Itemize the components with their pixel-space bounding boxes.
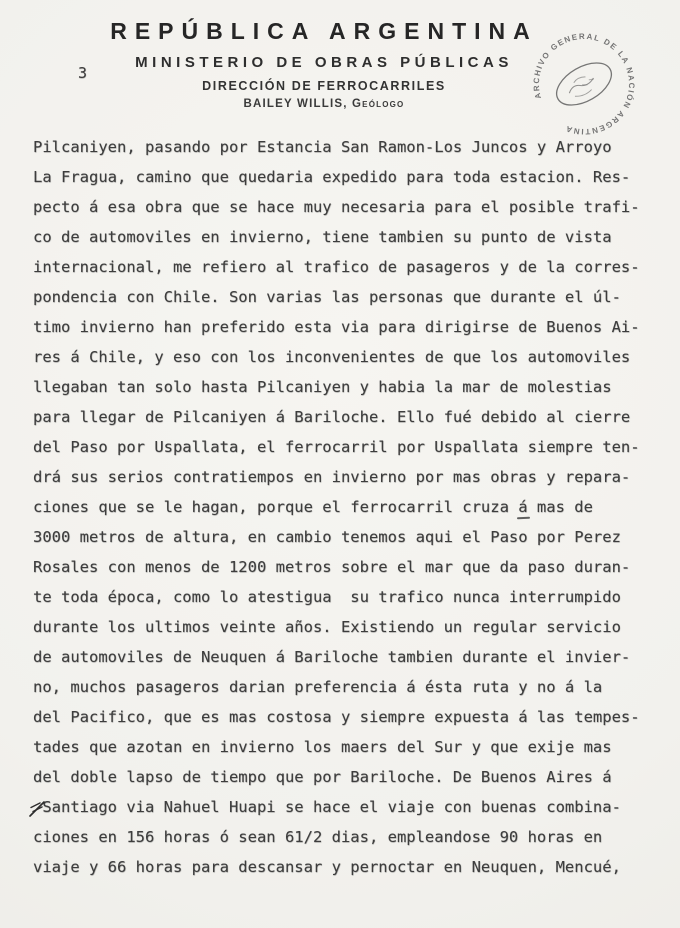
typed-text-line: Rosales con menos de 1200 metros sobre el mar que da paso duran- [33,558,631,576]
handwritten-margin-mark-icon [27,799,47,819]
typed-text-line: te toda época, como lo atestigua su trafico nunca interrumpido [33,588,621,606]
typed-body-text [33,132,663,882]
letterhead-country: REPÚBLICA ARGENTINA [110,18,538,44]
typed-text-line: durante los ultimos veinte años. Existiendo un regular servicio [33,618,621,636]
typed-text-line: del doble lapso de tiempo que por Bariloche. De Buenos Aires á [33,768,612,786]
typed-text-line: ciones que se le hagan, porque el ferrocarril cruza á mas de [33,498,593,516]
typed-text-line: ciones en 156 horas ó sean 61/2 dias, empleandose 90 horas en [33,828,603,846]
page-number: 3 [78,64,88,82]
svg-text:ARCHIVO GENERAL DE LA NACIÓN A [518,18,650,150]
typed-text-line: pecto á esa obra que se hace muy necesaria para el posible trafi- [33,198,640,216]
typed-text-line: res á Chile, y eso con los inconvenientes de que los automoviles [33,348,631,366]
stamp-ring-text: ARCHIVO GENERAL DE LA NACIÓN ARGENTINA [531,31,637,137]
typed-text-line: llegaban tan solo hasta Pilcaniyen y habia la mar de molestias [33,378,612,396]
typed-text-line: Pilcaniyen, pasando por Estancia San Ramon-Los Juncos y Arroyo [33,138,612,156]
typed-text-line: del Pacifico, que es mas costosa y siempre expuesta á las tempes- [33,708,640,726]
typed-text-line: La Fragua, camino que quedaria expedido para toda estacion. Res- [33,168,631,186]
letterhead-official-name: BAILEY WILLIS, Geólogo [243,98,405,110]
typed-text-line: Santiago via Nahuel Huapi se hace el viaje con buenas combina- [33,798,621,816]
typed-text-line: 3000 metros de altura, en cambio tenemos aqui el Paso por Perez [33,528,621,546]
typed-text-line: de automoviles de Neuquen á Bariloche tambien durante el invier- [33,648,631,666]
typed-text-line: tades que azotan en invierno los maers del Sur y que exije mas [33,738,612,756]
letterhead-department: DIRECCIÓN DE FERROCARRILES [202,79,446,93]
typed-text-line: para llegar de Pilcaniyen á Bariloche. Ello fué debido al cierre [33,408,631,426]
typed-text-line: drá sus serios contratiempos en invierno por mas obras y repara- [33,468,631,486]
letterhead-ministry: MINISTERIO DE OBRAS PÚBLICAS [135,54,513,71]
typed-text-line: viaje y 66 horas para descansar y pernoctar en Neuquen, Mencué, [33,858,621,876]
typed-text-line: pondencia con Chile. Son varias las personas que durante el úl- [33,288,621,306]
typed-text-line: timo invierno han preferido esta via para dirigirse de Buenos Ai- [33,318,640,336]
archive-seal-stamp-icon [518,18,650,150]
typed-text-line: co de automoviles en invierno, tiene tambien su punto de vista [33,228,612,246]
typed-text-line: del Paso por Uspallata, el ferrocarril por Uspallata siempre ten- [33,438,640,456]
typed-text-line: internacional, me refiero al trafico de pasageros y de la corres- [33,258,640,276]
typed-text-line: no, muchos pasageros darian preferencia á ésta ruta y no á la [33,678,603,696]
